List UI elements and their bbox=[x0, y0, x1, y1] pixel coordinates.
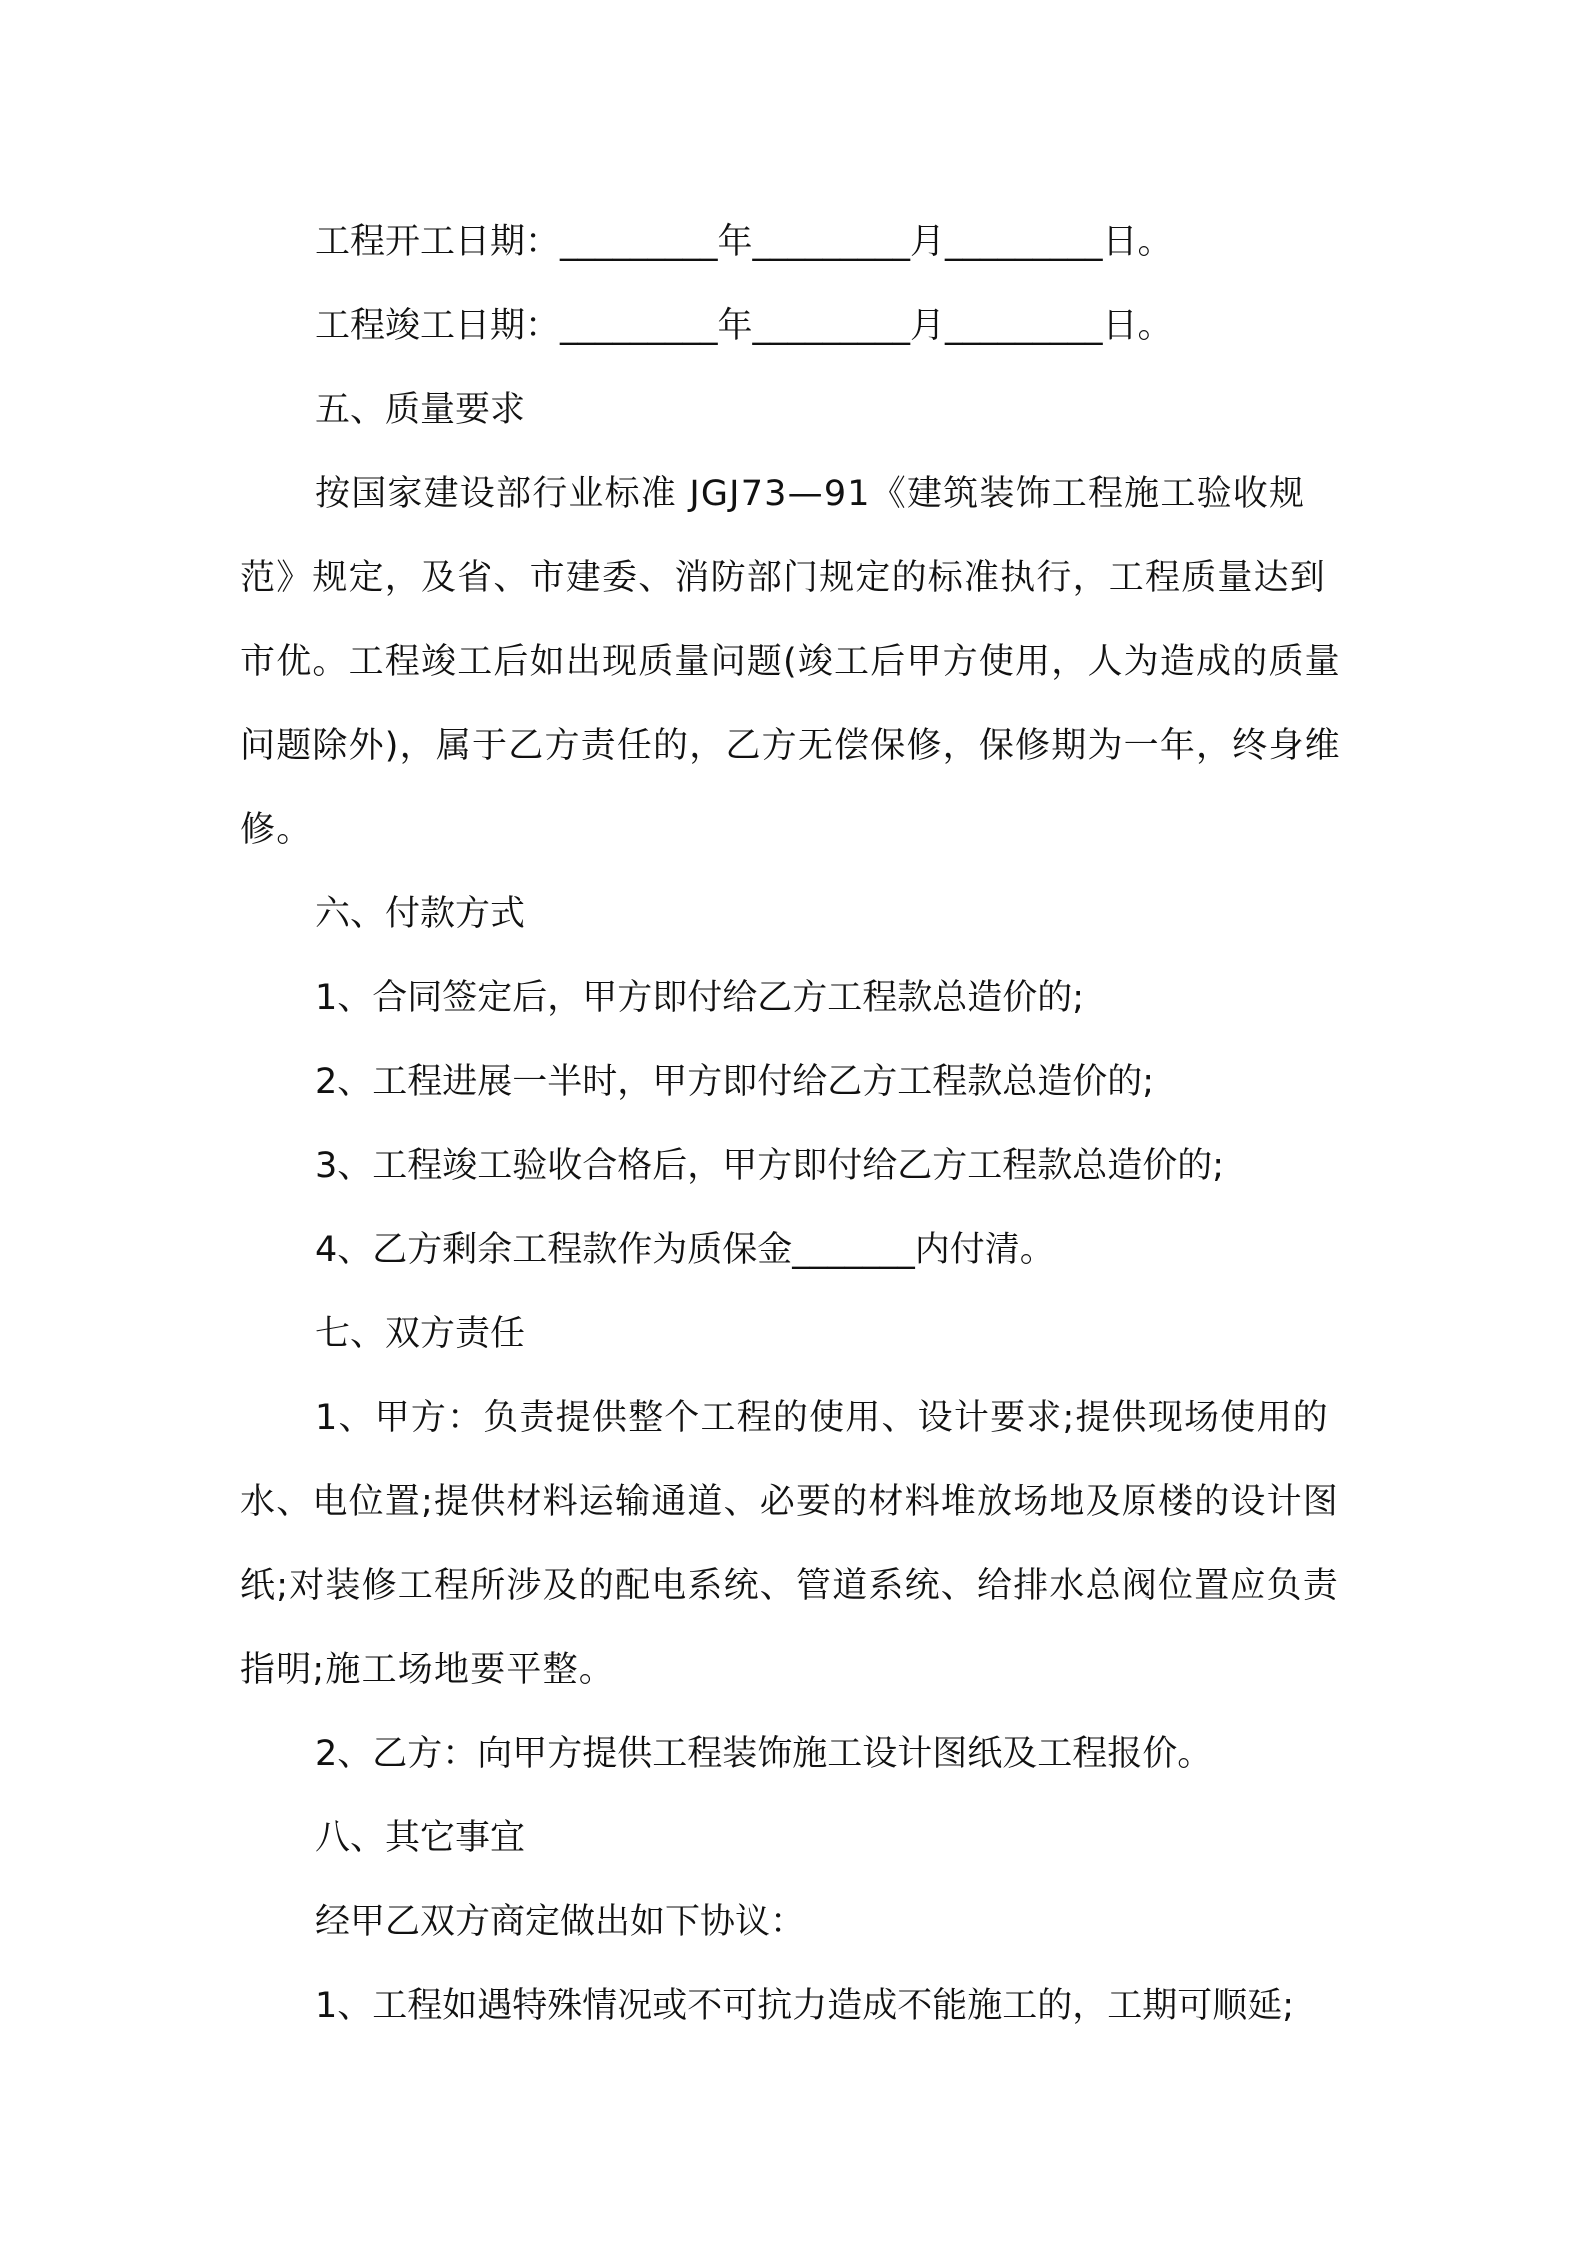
payment-item-2: 2、工程进展一半时，甲方即付给乙方工程款总造价的; bbox=[315, 1062, 1155, 1102]
responsibility-party-a: 1、甲方：负责提供整个工程的使用、设计要求;提供现场使用的水、电位置;提供材料运输通道、必要的材料堆放场地及原楼的设计图纸;对装修工程所涉及的配电系统、管道系统、给排水总阀位置应负责指明;施工场地要平整。 bbox=[240, 1398, 1339, 1690]
section-heading-responsibilities: 七、双方责任 bbox=[315, 1314, 526, 1354]
start-date-line: 工程开工日期：_________年_________月_________日。 bbox=[315, 222, 1173, 262]
document-body bbox=[240, 200, 1350, 2048]
payment-item-3: 3、工程竣工验收合格后，甲方即付给乙方工程款总造价的; bbox=[315, 1146, 1225, 1186]
agreement-intro: 经甲乙双方商定做出如下协议： bbox=[315, 1902, 806, 1942]
section-heading-other: 八、其它事宜 bbox=[315, 1818, 526, 1858]
payment-item-1: 1、合同签定后，甲方即付给乙方工程款总造价的; bbox=[315, 978, 1085, 1018]
payment-item-4: 4、乙方剩余工程款作为质保金_______内付清。 bbox=[315, 1230, 1055, 1270]
responsibility-party-b: 2、乙方：向甲方提供工程装饰施工设计图纸及工程报价。 bbox=[315, 1734, 1213, 1774]
agreement-item-1: 1、工程如遇特殊情况或不可抗力造成不能施工的，工期可顺延; bbox=[315, 1986, 1295, 2026]
section-heading-quality: 五、质量要求 bbox=[315, 390, 526, 430]
completion-date-line: 工程竣工日期：_________年_________月_________日。 bbox=[315, 306, 1173, 346]
quality-paragraph: 按国家建设部行业标准 JGJ73—91《建筑装饰工程施工验收规范》规定，及省、市建委、消防部门规定的标准执行，工程质量达到市优。工程竣工后如出现质量问题(竣工后甲方使用，人为造成的质量问题除外)，属于乙方责任的，乙方无偿保修，保修期为一年，终身维修。 bbox=[240, 474, 1341, 850]
section-heading-payment: 六、付款方式 bbox=[315, 894, 526, 934]
